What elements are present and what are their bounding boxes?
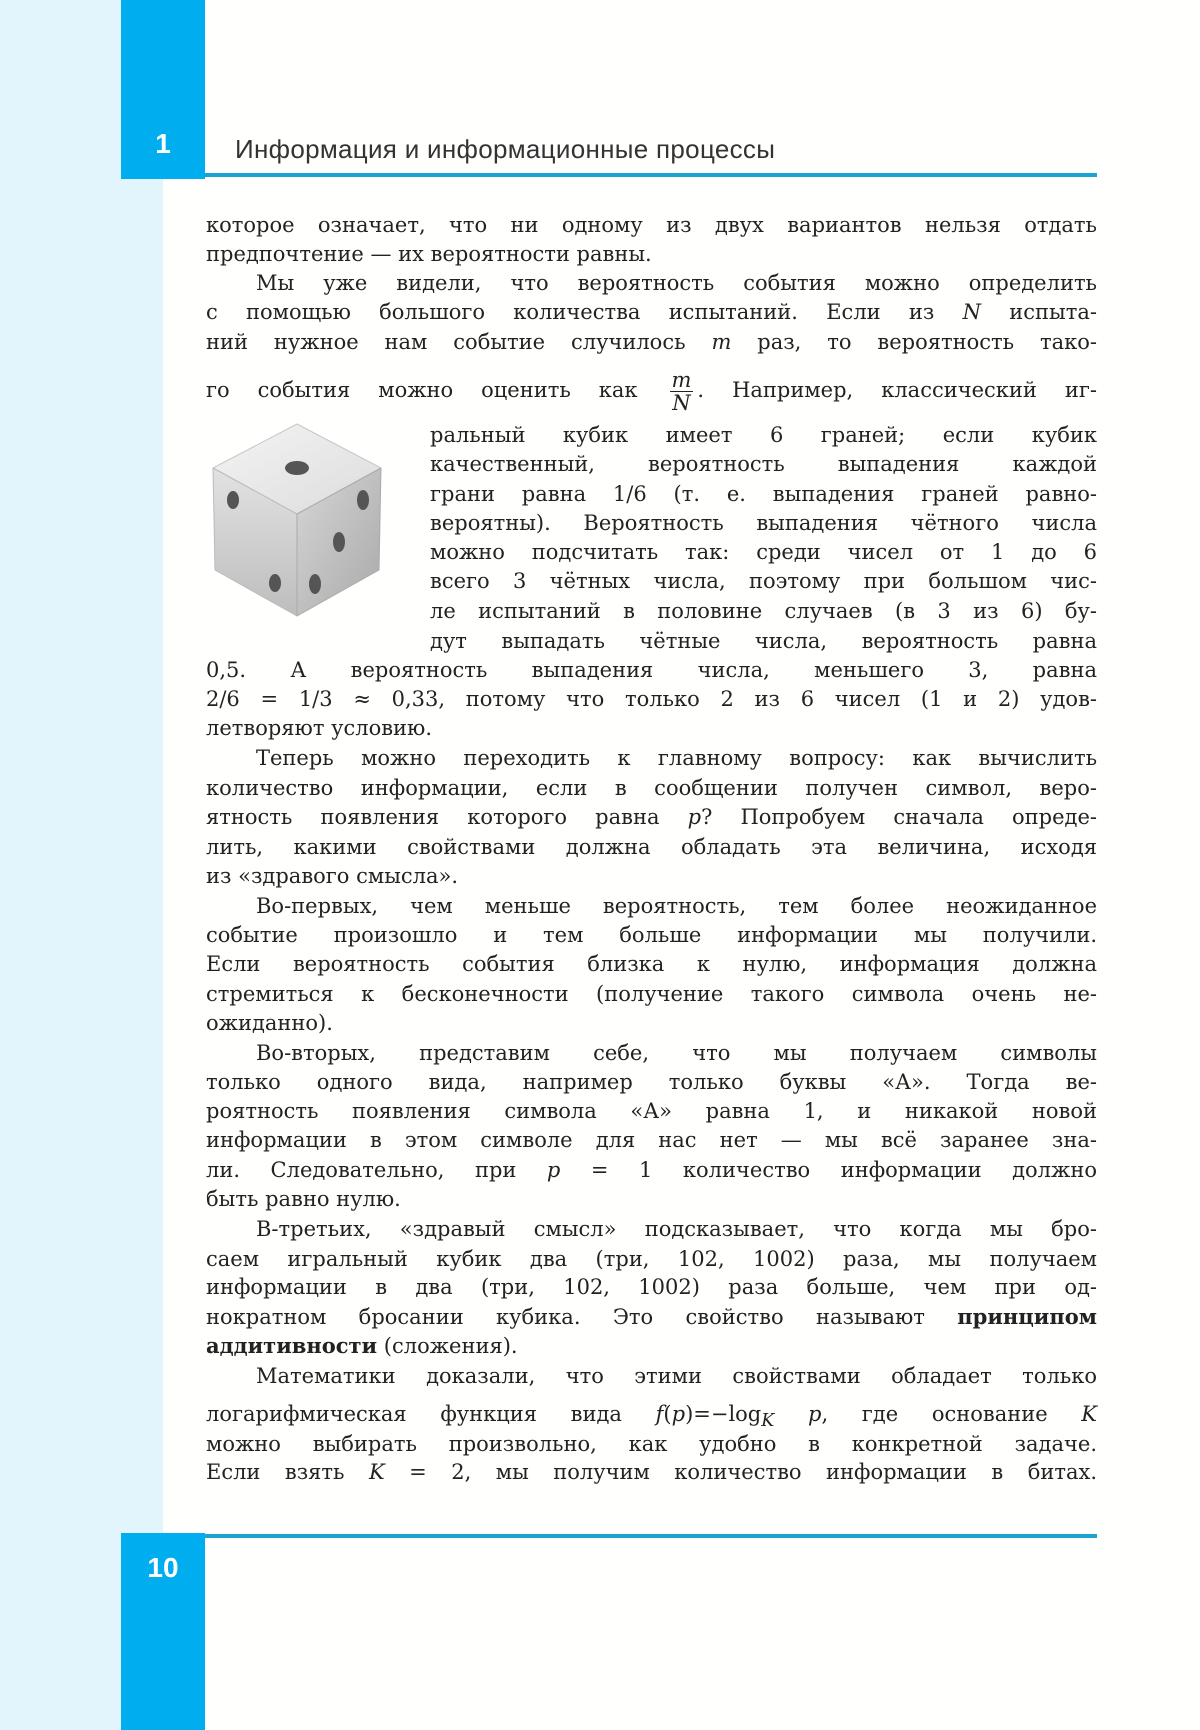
text-run: 2/6 = 1/3 ≈ 0,33, потому что только 2 из 6 чисел (1 и 2) удов- <box>206 687 1097 711</box>
fraction-numerator: m <box>671 368 692 392</box>
text-line <box>430 537 1097 567</box>
text-run: (сложения). <box>377 1334 518 1358</box>
text-line <box>206 1331 1097 1361</box>
text-line <box>206 832 1097 862</box>
math-variable: m <box>711 330 732 354</box>
text-line <box>206 1429 1097 1459</box>
text-line <box>206 1008 1097 1038</box>
header-rule <box>205 173 1097 177</box>
text-run: всего 3 чётных числа, поэтому при большом чис- <box>430 569 1097 593</box>
text-line <box>256 1361 1097 1391</box>
text-run: саем игральный кубик два (три, 102, 1002) раза, мы получаем <box>206 1247 1097 1271</box>
text-line <box>206 210 1097 240</box>
text-line <box>206 1457 1097 1487</box>
text-run: 0,5. А вероятность выпадения числа, меньшего 3, равна <box>206 658 1097 682</box>
text-line <box>256 1038 1097 1068</box>
chapter-number: 1 <box>155 128 171 159</box>
text-line <box>206 1125 1097 1155</box>
text-run: = 1 количество информации должно <box>560 1158 1097 1182</box>
math-variable: N <box>962 300 982 324</box>
text-run: грани равна 1/6 (т. е. выпадения граней равно- <box>430 482 1097 506</box>
text-run: только одного вида, например только буквы «А». Тогда ве- <box>206 1070 1097 1094</box>
text-run: роятность появления символа «А» равна 1, и никакой новой <box>206 1099 1097 1123</box>
math-variable: p <box>671 1402 686 1426</box>
text-run: которое означает, что ни одному из двух вариантов нельзя отдать <box>206 213 1097 237</box>
text-run: Мы уже видели, что вероятность события можно определить <box>256 271 1097 295</box>
text-run: , где основание <box>821 1402 1082 1426</box>
text-run: . Например, классический иг- <box>697 378 1097 402</box>
text-line <box>206 1272 1097 1302</box>
text-line <box>206 773 1097 803</box>
text-run: количество информации, если в сообщении получен символ, веро- <box>206 776 1097 800</box>
text-line <box>430 596 1097 626</box>
math-variable: f <box>655 1402 664 1426</box>
text-run: Во-вторых, представим себе, что мы получаем символы <box>256 1041 1097 1065</box>
text-run: В-третьих, «здравый смысл» подсказывает, что когда мы бро- <box>256 1217 1097 1241</box>
math-variable: K <box>368 1460 385 1484</box>
page-number: 10 <box>147 1552 179 1583</box>
dice-icon <box>205 418 390 623</box>
text-line <box>206 655 1097 685</box>
text-line <box>206 327 1097 357</box>
math-variable: K <box>1081 1402 1097 1426</box>
text-run: Математики доказали, что этими свойствами обладает только <box>256 1364 1097 1388</box>
text-line <box>256 1214 1097 1244</box>
text-run: событие произошло и тем больше информации мы получили. <box>206 923 1097 947</box>
chapter-title: Информация и информационные процессы <box>235 134 776 164</box>
text-line <box>206 802 1097 832</box>
text-line <box>430 420 1097 450</box>
text-line <box>430 479 1097 509</box>
footer-rule <box>205 1534 1097 1538</box>
text-line <box>206 1399 1097 1432</box>
text-run: летворяют условию. <box>206 716 432 740</box>
bold-term: принципом <box>957 1304 1097 1329</box>
text-run: логарифмическая функция вида <box>206 1402 656 1426</box>
text-run: ний нужное нам событие случилось <box>206 330 712 354</box>
text-line <box>256 891 1097 921</box>
text-line <box>206 1067 1097 1097</box>
text-run: из «здравого смысла». <box>206 864 459 888</box>
text-run: стремиться к бесконечности (получение такого символа очень не- <box>206 982 1097 1006</box>
fraction <box>670 369 694 414</box>
text-run: испыта- <box>981 300 1097 324</box>
text-line <box>206 368 1097 415</box>
text-run: вероятны). Вероятность выпадения чётного числа <box>430 511 1097 535</box>
text-run: информации в этом символе для нас нет — мы всё заранее зна- <box>206 1128 1097 1152</box>
text-line <box>206 861 1097 891</box>
fraction-denominator: N <box>672 391 691 415</box>
math-variable: p <box>546 1158 561 1182</box>
text-line <box>206 1244 1097 1274</box>
text-line <box>206 1155 1097 1185</box>
text-run <box>774 1402 808 1426</box>
text-run: нократном бросании кубика. Это свойство называют <box>206 1305 958 1329</box>
math-variable: p <box>687 805 702 829</box>
text-run: ле испытаний в половине случаев (в 3 из 6) бу- <box>430 599 1097 623</box>
text-line <box>430 449 1097 479</box>
text-line <box>206 920 1097 950</box>
margin-strip <box>0 0 163 1730</box>
text-run: можно выбирать произвольно, как удобно в конкретной задаче. <box>206 1432 1097 1456</box>
text-line <box>206 684 1097 714</box>
text-line <box>430 508 1097 538</box>
text-run: ( <box>663 1402 672 1426</box>
text-line <box>206 239 1097 269</box>
text-line <box>206 713 1097 743</box>
text-line <box>206 1302 1097 1332</box>
math-variable: p <box>808 1402 822 1426</box>
text-run: информации в два (три, 102, 1002) раза больше, чем при од- <box>206 1275 1097 1299</box>
text-run: го события можно оценить как <box>206 378 666 402</box>
text-run: ожиданно). <box>206 1011 333 1035</box>
text-run: можно подсчитать так: среди чисел от 1 до 6 <box>430 540 1097 564</box>
text-line <box>206 979 1097 1009</box>
text-run: быть равно нулю. <box>206 1187 401 1211</box>
text-run: Если взять <box>206 1460 369 1484</box>
text-line <box>256 268 1097 298</box>
text-line <box>430 626 1097 656</box>
text-run: ? Попробуем сначала опреде- <box>701 805 1097 829</box>
text-line <box>206 949 1097 979</box>
text-run: Во-первых, чем меньше вероятность, тем более неожиданное <box>256 894 1097 918</box>
text-run: ли. Следовательно, при <box>206 1158 547 1182</box>
text-line <box>206 1096 1097 1126</box>
text-line <box>256 743 1097 773</box>
text-run: ральный кубик имеет 6 граней; если кубик <box>430 423 1097 447</box>
text-run: Если вероятность события близка к нулю, информация должна <box>206 952 1097 976</box>
math-subscript: K <box>761 1411 775 1432</box>
text-run: лить, какими свойствами должна обладать эта величина, исходя <box>206 835 1097 859</box>
text-line <box>206 297 1097 327</box>
bold-term: аддитивности <box>206 1333 378 1358</box>
text-line <box>206 1184 1097 1214</box>
text-line <box>430 566 1097 596</box>
text-run: ятность появления которого равна <box>206 805 688 829</box>
text-run: )=−log <box>685 1402 762 1426</box>
text-run: дут выпадать чётные числа, вероятность равна <box>430 629 1097 653</box>
text-run: = 2, мы получим количество информации в битах. <box>384 1460 1097 1484</box>
text-run: раз, то вероятность тако- <box>731 330 1097 354</box>
text-run: предпочтение — их вероятности равны. <box>206 242 652 266</box>
text-run: с помощью большого количества испытаний. Если из <box>206 300 963 324</box>
text-run: качественный, вероятность выпадения каждой <box>430 452 1097 476</box>
text-run: Теперь можно переходить к главному вопросу: как вычислить <box>256 746 1097 770</box>
